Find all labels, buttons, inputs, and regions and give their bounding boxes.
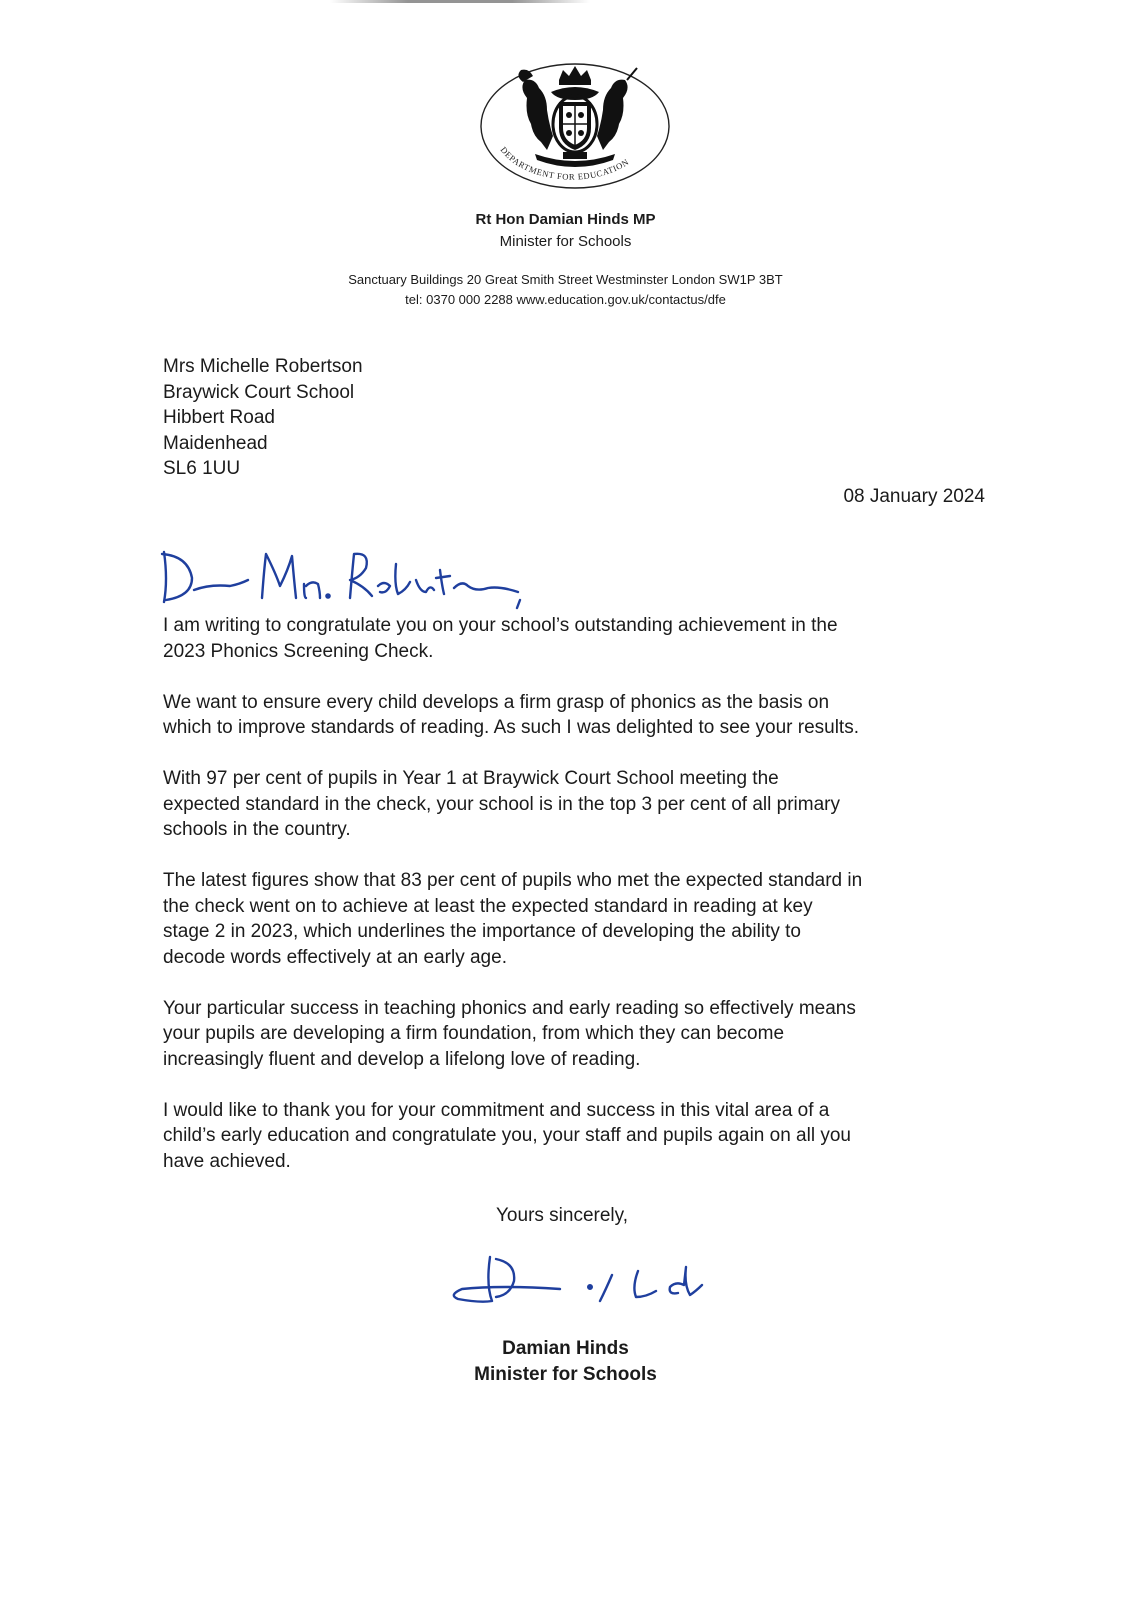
recipient-line: Braywick Court School [163,381,355,403]
minister-name: Rt Hon Damian Hinds MP [475,211,656,228]
body-paragraph [163,613,993,664]
handwritten-signature [440,1245,720,1315]
body-paragraph [163,996,993,1073]
letter-date: 08 January 2024 [843,486,985,507]
body-line: With 97 per cent of pupils in Year 1 at Braywick Court School meeting the [163,768,779,789]
royal-arms-icon [475,58,675,198]
body-paragraph [163,868,993,970]
recipient-line: Mrs Michelle Robertson [163,356,363,377]
department-crest-logo [475,58,675,198]
body-line: Your particular success in teaching phonics and early reading so effectively means [163,997,856,1019]
signer-name: Damian Hinds [502,1338,629,1359]
body-line: 2023 Phonics Screening Check. [163,640,434,662]
office-contact: tel: 0370 000 2288 www.education.gov.uk/contactus/dfe [405,292,726,307]
recipient-address [163,354,363,482]
body-line: your pupils are developing a firm foundation, from which they can become [163,1023,785,1044]
body-line: I would like to thank you for your commitment and success in this vital area of a [163,1099,830,1121]
body-line: which to improve standards of reading. As such I was delighted to see your results. [163,717,859,738]
body-line: We want to ensure every child develops a firm grasp of phonics as the basis on [163,691,830,713]
recipient-line: Maidenhead [163,432,268,454]
body-line: schools in the country. [163,819,351,840]
valediction: Yours sincerely, [496,1205,629,1226]
body-line: have achieved. [163,1150,291,1172]
body-line: the check went on to achieve at least the expected standard in reading at key [163,895,813,917]
minister-role: Minister for Schools [499,233,632,250]
body-line: stage 2 in 2023, which underlines the importance of developing the ability to [163,921,801,942]
scan-edge-shadow [330,0,590,3]
office-address: Sanctuary Buildings 20 Great Smith Street Westminster London SW1P 3BT [348,272,783,287]
body-paragraph [163,690,993,741]
body-line: The latest figures show that 83 per cent of pupils who met the expected standard in [163,870,863,891]
arc-text: DEPARTMENT FOR EDUCATION [498,144,631,182]
body-paragraph [163,766,993,843]
letter-body [163,613,993,1200]
recipient-line: SL6 1UU [163,458,241,479]
body-line: increasingly fluent and develop a lifelong love of reading. [163,1048,641,1070]
body-line: expected standard in the check, your school is in the top 3 per cent of all primary [163,793,840,815]
signer-role: Minister for Schools [474,1364,657,1385]
body-line: decode words effectively at an early age. [163,946,507,968]
body-paragraph [163,1098,993,1175]
body-line: child’s early education and congratulate you, your staff and pupils again on all you [163,1125,851,1146]
handwritten-salutation [158,540,558,610]
body-line: I am writing to congratulate you on your school’s outstanding achievement in the [163,615,838,636]
recipient-line: Hibbert Road [163,407,275,428]
